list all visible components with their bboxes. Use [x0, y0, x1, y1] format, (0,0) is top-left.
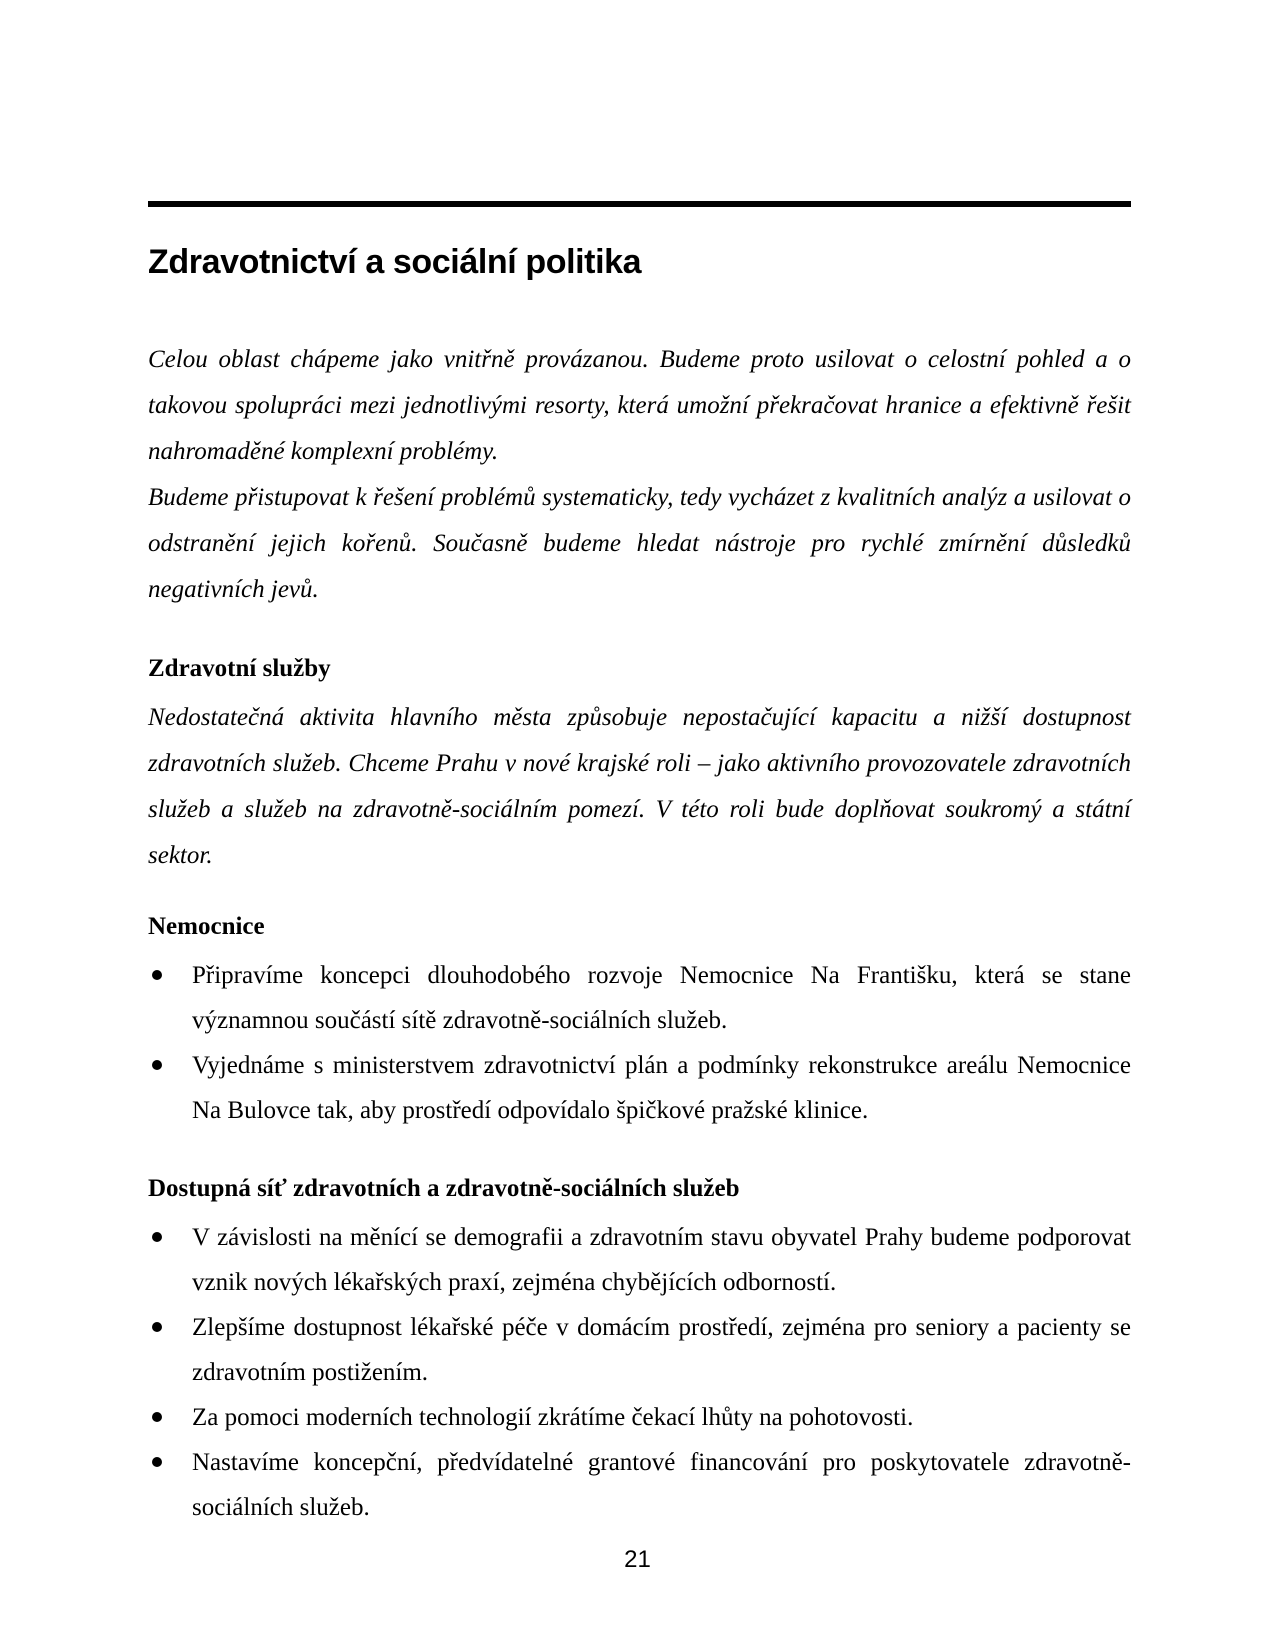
page-content	[148, 0, 1131, 1530]
list-item: Vyjednáme s ministerstvem zdravotnictví plán a podmínky rekonstrukce areálu Nemocnice Na Bulovce tak, aby prostředí odpovídalo špičkové pražské klinice.	[192, 1043, 1131, 1133]
title-rule	[148, 201, 1131, 207]
list-item: Za pomoci moderních technologií zkrátíme čekací lhůty na pohotovosti.	[192, 1395, 1131, 1440]
heading-nemocnice: Nemocnice	[148, 913, 265, 940]
page-title: Zdravotnictví a sociální politika	[148, 243, 642, 281]
list-item: V závislosti na měnící se demografii a zdravotním stavu obyvatel Prahy budeme podporovat vznik nových lékařských praxí, zejména chybějících odborností.	[192, 1215, 1131, 1305]
page-number: 21	[624, 1546, 651, 1573]
heading-zdravotni-sluzby: Zdravotní služby	[148, 655, 331, 682]
bullet-list-dostupna-sit	[148, 1215, 1131, 1530]
paragraph-zdravotni-sluzby: Nedostatečná aktivita hlavního města způsobuje nepostačující kapacitu a nižší dostupnost zdravotních služeb. Chceme Prahu v nové krajské roli – jako aktivního provozovatele zdravotních služeb a služeb na zdravotně-sociálním pomezí. V této roli bude doplňovat soukromý a státní sektor.	[148, 704, 1131, 869]
list-item: Připravíme koncepci dlouhodobého rozvoje Nemocnice Na Františku, která se stane významnou součástí sítě zdravotně-sociálních služeb.	[192, 953, 1131, 1043]
intro-paragraph-1: Celou oblast chápeme jako vnitřně provázanou. Budeme proto usilovat o celostní pohled a o takovou spolupráci mezi jednotlivými resorty, která umožní překračovat hranice a efektivně řešit nahromaděné komplexní problémy.	[148, 346, 1131, 465]
list-item: Nastavíme koncepční, předvídatelné grantové financování pro poskytovatele zdravotně-sociálních služeb.	[192, 1440, 1131, 1530]
heading-dostupna-sit: Dostupná síť zdravotních a zdravotně-sociálních služeb	[148, 1175, 740, 1202]
list-item: Zlepšíme dostupnost lékařské péče v domácím prostředí, zejména pro seniory a pacienty se zdravotním postižením.	[192, 1305, 1131, 1395]
intro-paragraph-2: Budeme přistupovat k řešení problémů systematicky, tedy vycházet z kvalitních analýz a usilovat o odstranění jejich kořenů. Současně budeme hledat nástroje pro rychlé zmírnění důsledků negativních jevů.	[148, 484, 1131, 603]
bullet-list-nemocnice	[148, 953, 1131, 1133]
